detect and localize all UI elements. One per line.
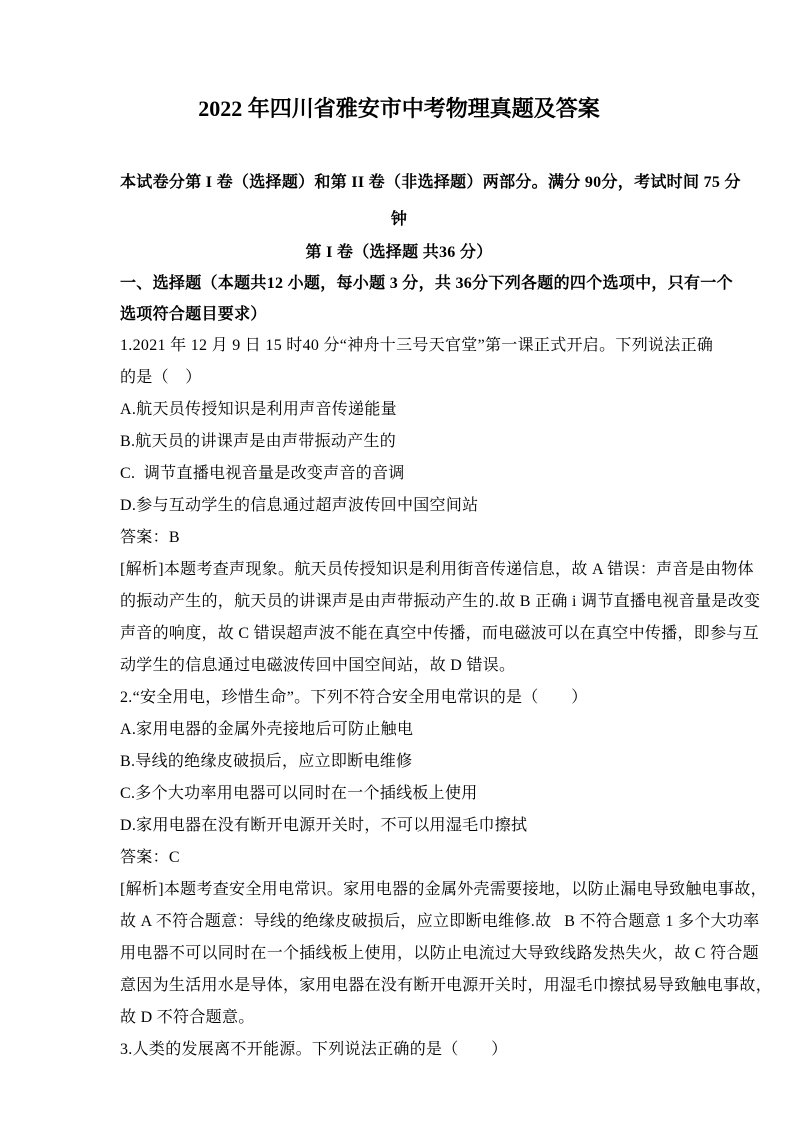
option-d: D.参与互动学生的信息通过超声波传回中国空间站 [120, 497, 479, 514]
question-stem-line: 2.“安全用电，珍惜生命”。下列不符合安全用电常识的是（ ） [120, 689, 588, 706]
analysis-line: 的振动产生的，航天员的讲课声是由声带振动产生的.故 B 正确 i 调节直播电视音量是改变 [120, 593, 761, 610]
question-stem-line: 3.人类的发展离不开能源。下列说法正确的是（ ） [120, 1041, 508, 1058]
option-a: A.家用电器的金属外壳接地后可防止触电 [120, 721, 414, 738]
option-d: D.家用电器在没有断开电源开关时，不可以用湿毛巾擦拭 [120, 817, 528, 834]
instructions-line: 本试卷分第 I 卷（选择题）和第 II 卷（非选择题）两部分。满分 90分，考试时间 75 分 [120, 174, 741, 191]
part-heading-line: 一、选择题（本题共12 小题，每小题 3 分，共 36分下列各题的四个选项中，只有一个 [120, 275, 733, 292]
analysis-line: 意因为生活用水是导体，家用电器在没有断开电源开关时，用湿毛巾擦拭易导致触电事故， [120, 977, 773, 994]
option-b: B.导线的绝缘皮破损后，应立即断电维修 [120, 753, 413, 770]
analysis-line: 故 D 不符合题意。 [120, 1009, 255, 1026]
question-1 [120, 330, 761, 682]
instructions-line: 钟 [390, 211, 408, 228]
exam-instructions [120, 164, 741, 238]
answer-line: 答案：C [120, 849, 180, 866]
option-b: B.航天员的讲课声是由声带振动产生的 [120, 433, 397, 450]
section-heading: 第 I 卷（选择题 共36 分） [305, 244, 493, 261]
analysis-line: [解析]本题考查安全用电常识。家用电器的金属外壳需要接地，以防止漏电导致触电事故， [120, 881, 767, 898]
part-heading-line: 选项符合题目要求） [120, 306, 267, 323]
analysis-line: 动学生的信息通过电磁波传回中国空间站，故 D 错误。 [120, 657, 516, 674]
analysis-line: 用电器不可以同时在一个插线板上使用，以防止电流过大导致线路发热失火，故 C 符合题 [120, 945, 759, 962]
part-heading [120, 268, 733, 330]
question-stem-line: 1.2021 年 12 月 9 日 15 时40 分“神舟十三号天官堂”第一课正式开启。下列说法正确 [120, 337, 714, 354]
document-title: 2022 年四川省雅安市中考物理真题及答案 [198, 96, 600, 121]
question-2 [120, 682, 773, 1034]
option-c: C.多个大功率用电器可以同时在一个插线板上使用 [120, 785, 478, 802]
analysis-line: 故 A 不符合题意：导线的绝缘皮破损后，应立即断电维修.故 B 不符合题意 1 多个大功率 [120, 913, 760, 930]
question-3 [120, 1034, 678, 1066]
option-c: C. 调节直播电视音量是改变声音的音调 [120, 465, 405, 482]
analysis-line: 声音的响度，故 C 错误超声波不能在真空中传播，而电磁波可以在真空中传播，即参与互 [120, 625, 759, 642]
question-stem-line: 的是（ ） [120, 369, 202, 386]
option-a: A.航天员传授知识是利用声音传递能量 [120, 401, 397, 418]
answer-line: 答案：B [120, 529, 180, 546]
analysis-line: [解析]本题考查声现象。航天员传授知识是利用街音传递信息，故 A 错误：声音是由物体 [120, 561, 754, 578]
